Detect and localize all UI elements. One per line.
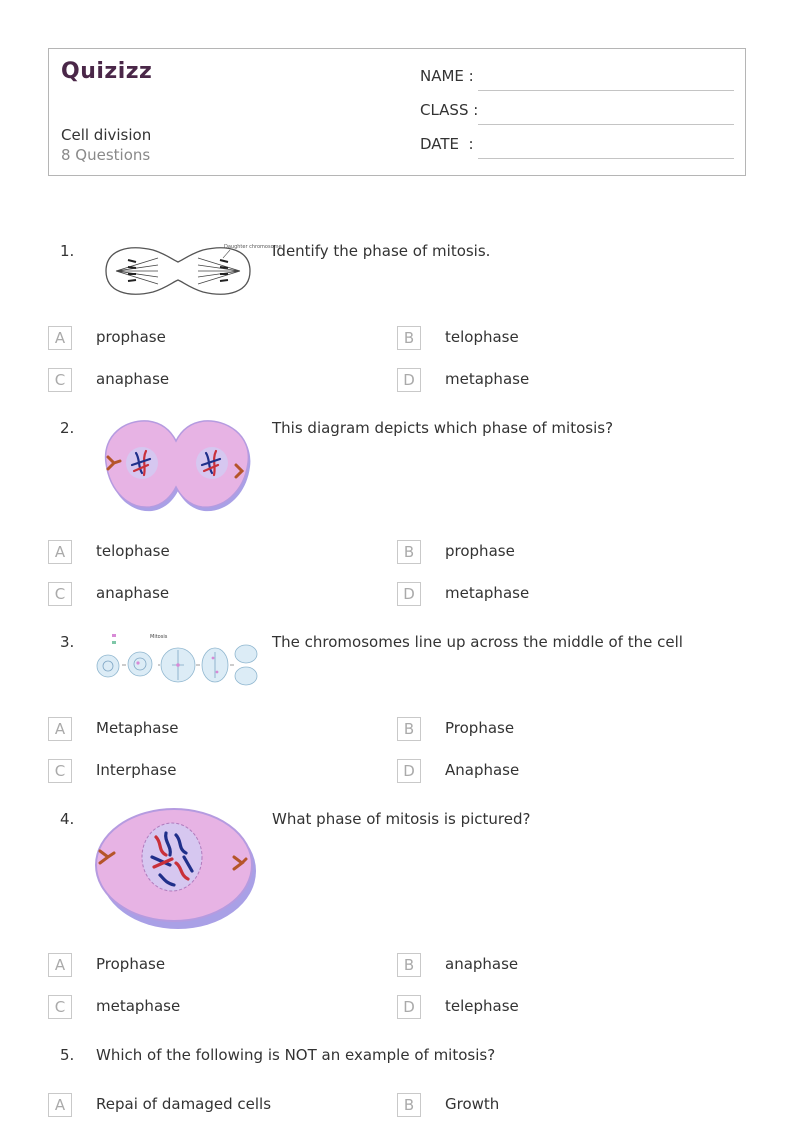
option-letter[interactable]: B <box>397 326 421 350</box>
option-text[interactable]: metaphase <box>445 584 530 602</box>
option-letter[interactable]: C <box>48 759 72 783</box>
class-field[interactable] <box>420 101 734 125</box>
telophase-line-drawing <box>98 240 282 302</box>
question-count: 8 Questions <box>61 146 151 164</box>
option-letter[interactable]: B <box>397 953 421 977</box>
prophase-cell-diagram <box>94 805 258 931</box>
image-caption: Daughter chromosome <box>224 244 282 250</box>
option-text[interactable]: Prophase <box>96 955 166 973</box>
class-line <box>478 124 734 125</box>
option-letter[interactable]: D <box>397 759 421 783</box>
option-text[interactable]: anaphase <box>96 584 170 602</box>
option-letter[interactable]: A <box>48 1093 72 1117</box>
option-letter[interactable]: A <box>48 326 72 350</box>
option-text[interactable]: prophase <box>96 328 166 346</box>
option-text[interactable]: Repai of damaged cells <box>96 1095 272 1113</box>
question-number: 3. <box>60 633 75 651</box>
option-text[interactable]: Anaphase <box>445 761 520 779</box>
option-text[interactable]: telophase <box>96 542 170 560</box>
option-text[interactable]: anaphase <box>96 370 170 388</box>
question-text: What phase of mitosis is pictured? <box>272 810 531 828</box>
option-text[interactable]: Growth <box>445 1095 500 1113</box>
option-text[interactable]: metaphase <box>96 997 181 1015</box>
image-title: Mitosis <box>150 634 168 640</box>
option-letter[interactable]: D <box>397 582 421 606</box>
question-text: Identify the phase of mitosis. <box>272 242 491 260</box>
name-line <box>478 90 734 91</box>
option-letter[interactable]: B <box>397 540 421 564</box>
question-text: Which of the following is NOT an example of mitosis? <box>96 1046 496 1064</box>
worksheet-header <box>48 48 746 176</box>
option-letter[interactable]: B <box>397 1093 421 1117</box>
date-label: DATE : <box>420 135 474 153</box>
class-label: CLASS : <box>420 101 479 119</box>
option-text[interactable]: telephase <box>445 997 519 1015</box>
quizizz-logo: Quizizz <box>61 59 153 84</box>
date-field[interactable] <box>420 135 734 159</box>
mitosis-stages-diagram <box>94 630 260 694</box>
option-letter[interactable]: B <box>397 717 421 741</box>
option-letter[interactable]: A <box>48 540 72 564</box>
option-letter[interactable]: D <box>397 368 421 392</box>
option-text[interactable]: metaphase <box>445 370 530 388</box>
name-label: NAME : <box>420 67 474 85</box>
option-text[interactable]: telophase <box>445 328 519 346</box>
option-letter[interactable]: D <box>397 995 421 1019</box>
question-text: This diagram depicts which phase of mitosis? <box>272 419 614 437</box>
name-field[interactable] <box>420 67 734 91</box>
option-letter[interactable]: C <box>48 995 72 1019</box>
option-text[interactable]: Prophase <box>445 719 515 737</box>
question-number: 1. <box>60 242 75 260</box>
option-letter[interactable]: C <box>48 368 72 392</box>
question-number: 5. <box>60 1046 75 1064</box>
option-text[interactable]: Interphase <box>96 761 177 779</box>
worksheet-title: Cell division <box>61 126 152 144</box>
question-number: 2. <box>60 419 75 437</box>
question-text: The chromosomes line up across the middle of the cell <box>272 633 683 651</box>
date-line <box>478 158 734 159</box>
option-text[interactable]: anaphase <box>445 955 519 973</box>
telophase-cell-diagram <box>98 415 258 517</box>
option-letter[interactable]: C <box>48 582 72 606</box>
option-text[interactable]: Metaphase <box>96 719 179 737</box>
option-letter[interactable]: A <box>48 717 72 741</box>
question-number: 4. <box>60 810 75 828</box>
option-letter[interactable]: A <box>48 953 72 977</box>
option-text[interactable]: prophase <box>445 542 515 560</box>
